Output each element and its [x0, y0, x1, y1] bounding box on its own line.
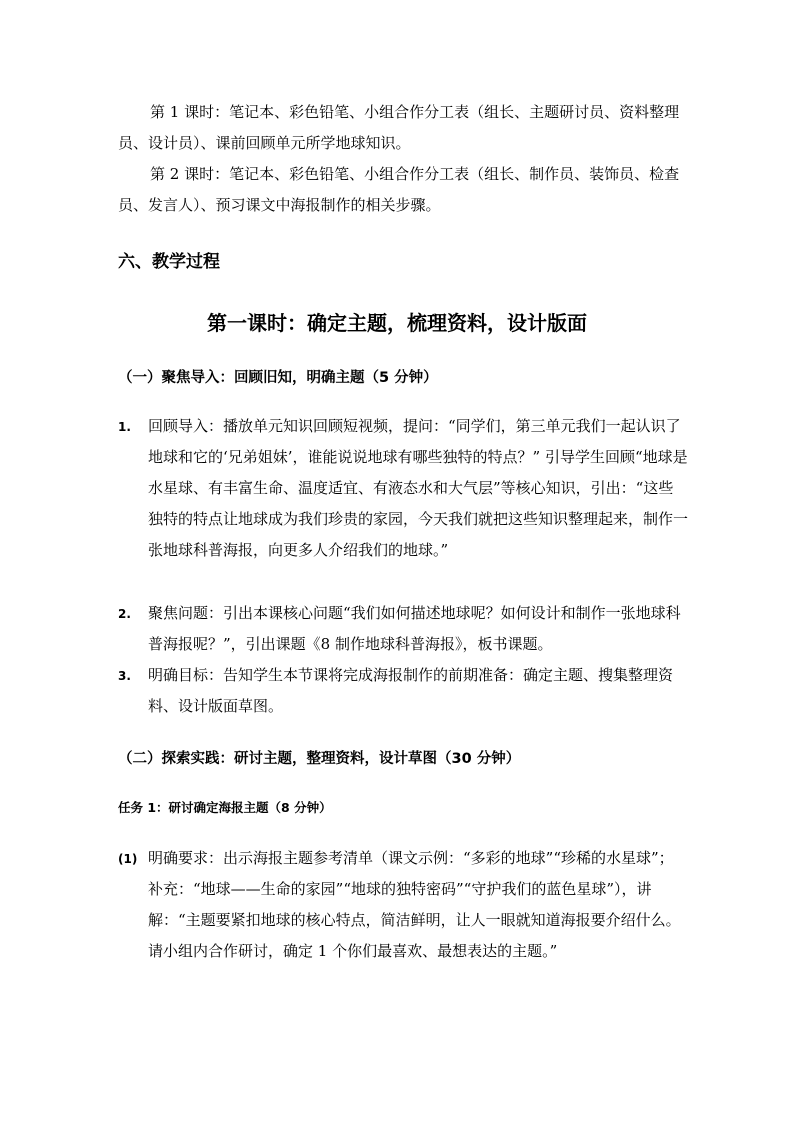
- list-item: [118, 660, 688, 722]
- list-item-text: 回顾导入：播放单元知识回顾短视频，提问：“同学们，第三单元我们一起认识了地球和它的‘兄弟姐妹’，谁能说说地球有哪些独特的特点？” 引导学生回顾“地球是水星球、有丰富生命、温度适宜、有液态水和大气层”等核心知识，引出：“这些独特的特点让地球成为我们珍贵的家园，今天我们就把这些知识整理起来，制作一张地球科普海报，向更多人介绍我们的地球。”: [148, 417, 689, 559]
- part2-heading: （二）探索实践：研讨主题，整理资料，设计草图（30 分钟）: [118, 751, 521, 767]
- list-item: [118, 411, 688, 566]
- list-item-text: 明确要求：出示海报主题参考清单（课文示例：“多彩的地球”“珍稀的水星球”；补充：“地球——生命的家园”“地球的独特密码”“守护我们的蓝色星球”），讲解：“主题要紧扣地球的核心特点，简洁鲜明，让人一眼就知道海报要介绍什么。请小组内合作研讨，确定 1 个你们最喜欢、最想表达的主题。”: [148, 849, 681, 960]
- list-item: [118, 598, 688, 660]
- task1-heading: 任务 1：研讨确定海报主题（8 分钟）: [118, 800, 332, 815]
- list-item: [118, 843, 688, 967]
- part1-heading: （一）聚焦导入：回顾旧知，明确主题（5 分钟）: [118, 370, 438, 386]
- list-item-number: (1): [118, 852, 138, 866]
- list-item-number: 1.: [118, 420, 131, 434]
- list-item-text: 明确目标：告知学生本节课将完成海报制作的前期准备：确定主题、搜集整理资料、设计版面草图。: [148, 666, 674, 715]
- list-item-number: 3.: [118, 669, 131, 683]
- lesson2-materials: 第 2 课时：笔记本、彩色铅笔、小组合作分工表（组长、制作员、装饰员、检查员、发言人）、预习课文中海报制作的相关步骤。: [118, 165, 680, 214]
- section-heading: 六、教学过程: [118, 252, 220, 272]
- lesson-title: 第一课时：确定主题，梳理资料，设计版面: [207, 311, 587, 335]
- list-item-text: 聚焦问题：引出本课核心问题“我们如何描述地球呢？如何设计和制作一张地球科普海报呢？”，引出课题《8 制作地球科普海报》，板书课题。: [148, 604, 681, 653]
- lesson1-materials: 第 1 课时：笔记本、彩色铅笔、小组合作分工表（组长、主题研讨员、资料整理员、设计员）、课前回顾单元所学地球知识。: [118, 103, 680, 152]
- list-item-number: 2.: [118, 607, 131, 621]
